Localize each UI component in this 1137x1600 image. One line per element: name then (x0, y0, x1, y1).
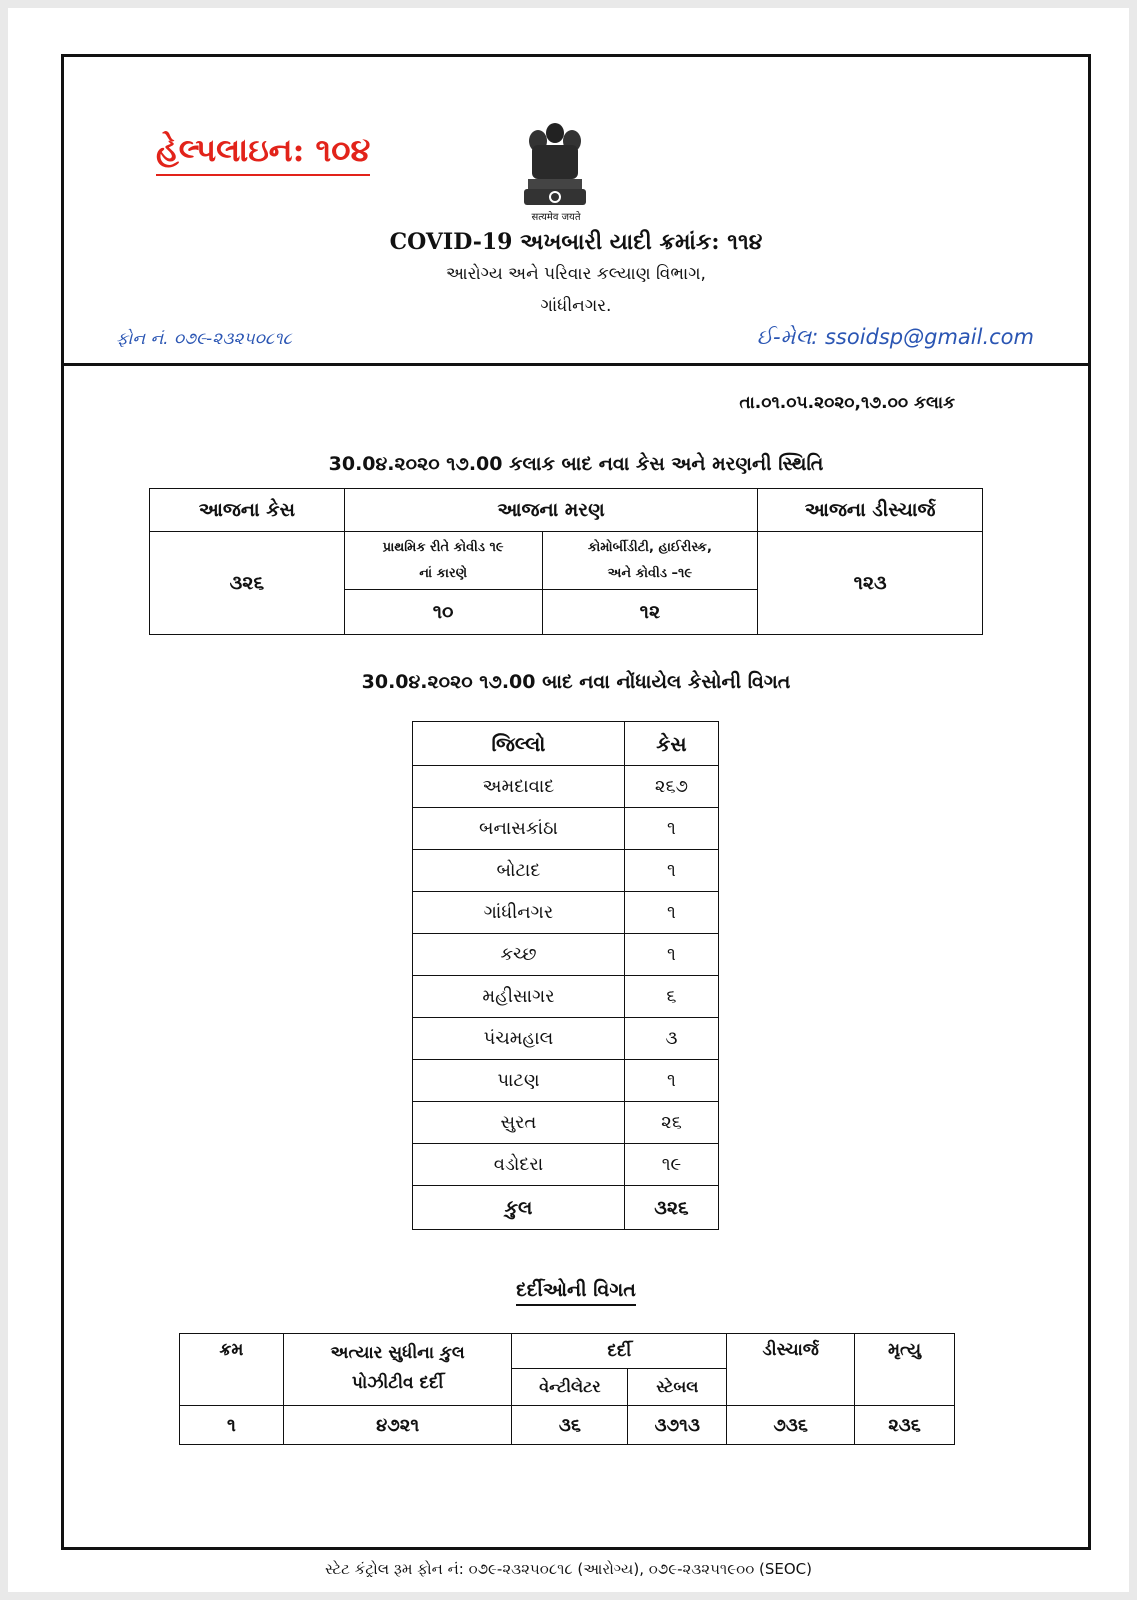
email-address: ઈ-મેલ: ssoidsp@gmail.com (756, 325, 1034, 349)
phone-number: ફોન નં. ૦૭૯-૨૩૨૫૦૮૧૮ (116, 329, 292, 349)
stable-value: ૩૭૧૩ (628, 1406, 727, 1445)
district-cases: ૧ (624, 1060, 718, 1102)
patients-table (179, 1333, 955, 1445)
press-release-frame (61, 54, 1091, 1550)
district-cases: ૩ (624, 1018, 718, 1060)
table-row (413, 1144, 719, 1186)
control-room-footer: સ્ટેટ કંટ્રોલ રૂમ ફોન નં: ૦૭૯-૨૩૨૫૦૮૧૮ (આરોગ્ય), ૦૭૯-૨૩૨૫૧૯૦૦ (SEOC) (325, 1560, 812, 1578)
district-name: બોટાદ (413, 850, 625, 892)
district-name: અમદાવાદ (413, 766, 625, 808)
ventilator-value: ૩૬ (512, 1406, 628, 1445)
total-positive-value: ૪૭૨૧ (283, 1406, 512, 1445)
emblem-motto: सत्यमेव जयते (531, 212, 581, 223)
covid-deaths-value: ૧૦ (344, 590, 542, 635)
district-cases: ૧ (624, 934, 718, 976)
col-patients: દર્દી (512, 1334, 727, 1369)
table-row (180, 1406, 955, 1445)
discharged-value: ૭૩૬ (727, 1406, 855, 1445)
col-death: મૃત્યુ (855, 1334, 955, 1406)
col-ventilator: વેન્ટીલેટર (512, 1369, 628, 1406)
total-label: કુલ (413, 1186, 625, 1230)
subcol-comorbid-line1: કોમોર્બીડીટી, હાઈરીસ્ક, (587, 539, 712, 555)
table-row (413, 892, 719, 934)
department-name: આરોગ્ય અને પરિવાર કલ્યાણ વિભાગ, (446, 264, 706, 284)
summary-title: 30.0૪.૨૦૨૦ ૧૭.00 કલાક બાદ નવા કેસ અને મરણની સ્થિતિ (328, 453, 824, 475)
district-name: બનાસકાંઠા (413, 808, 625, 850)
subcol-covid-line2: નાં કારણે (419, 565, 468, 581)
col-serial: ક્રમ (180, 1334, 284, 1406)
subcol-covid-deaths (344, 532, 542, 590)
table-row (413, 1060, 719, 1102)
col-total-line2: પોઝીટીવ દર્દી (351, 1373, 444, 1393)
district-cases: ૧ (624, 808, 718, 850)
total-cases: ૩૨૬ (624, 1186, 718, 1230)
table-row (413, 934, 719, 976)
col-total-positive (283, 1334, 512, 1406)
subcol-comorbid-line2: અને કોવીડ –૧૯ (607, 565, 693, 581)
district-cases-table (412, 721, 719, 1230)
col-district: જિલ્લો (413, 722, 625, 766)
district-cases: ૨૬૭ (624, 766, 718, 808)
col-stable: સ્ટેબલ (628, 1369, 727, 1406)
district-name: સુરત (413, 1102, 625, 1144)
district-cases: ૧ (624, 892, 718, 934)
district-name: પંચમહાલ (413, 1018, 625, 1060)
col-total-line1: અત્યાર સુધીના કુલ (330, 1343, 465, 1363)
subcol-covid-line1: પ્રાથમિક રીતે કોવીડ ૧૯ (382, 539, 504, 555)
table-row (413, 976, 719, 1018)
deaths-value: ૨૩૬ (855, 1406, 955, 1445)
document-page (8, 8, 1129, 1592)
table-row (413, 808, 719, 850)
release-title: COVID-19 અખબારી યાદી ક્રમાંક: ૧૧૪ (389, 229, 763, 255)
department-city: ગાંધીનગર. (540, 296, 612, 316)
district-name: પાટણ (413, 1060, 625, 1102)
districts-title: 30.0૪.૨૦૨૦ ૧૭.00 બાદ નવા નોંધાયેલ કેસોની વિગત (361, 671, 791, 693)
district-cases: ૧૯ (624, 1144, 718, 1186)
district-cases: ૧ (624, 850, 718, 892)
patients-title-text: દર્દીઓની વિગત (516, 1279, 636, 1306)
col-discharge: ડીસ્ચાર્જ (727, 1334, 855, 1406)
col-cases: કેસ (624, 722, 718, 766)
header-divider (64, 363, 1088, 366)
table-row (413, 850, 719, 892)
district-cases: ૬ (624, 976, 718, 1018)
serial-value: ૧ (180, 1406, 284, 1445)
total-row (413, 1186, 719, 1230)
table-row (413, 766, 719, 808)
district-name: ગાંધીનગર (413, 892, 625, 934)
todays-discharge-value: ૧૨૩ (758, 532, 983, 635)
comorbid-deaths-value: ૧૨ (542, 590, 758, 635)
patients-title (64, 1279, 1088, 1301)
subcol-comorbid-deaths (542, 532, 758, 590)
col-todays-deaths: આજના મરણ (344, 489, 757, 532)
district-cases: ૨૬ (624, 1102, 718, 1144)
district-name: મહીસાગર (413, 976, 625, 1018)
district-name: વડોદરા (413, 1144, 625, 1186)
todays-cases-value: ૩૨૬ (150, 532, 345, 635)
col-todays-discharge: આજના ડીસ્ચાર્જ (758, 489, 983, 532)
table-row (413, 1102, 719, 1144)
table-row (413, 1018, 719, 1060)
col-todays-cases: આજના કેસ (150, 489, 345, 532)
release-date: તા.૦૧.૦૫.૨૦૨૦,૧૭.૦૦ કલાક (739, 393, 955, 413)
summary-table (149, 488, 983, 635)
district-name: કચ્છ (413, 934, 625, 976)
helpline-number: હેલ્પલાઇન: ૧૦૪ (156, 131, 370, 176)
